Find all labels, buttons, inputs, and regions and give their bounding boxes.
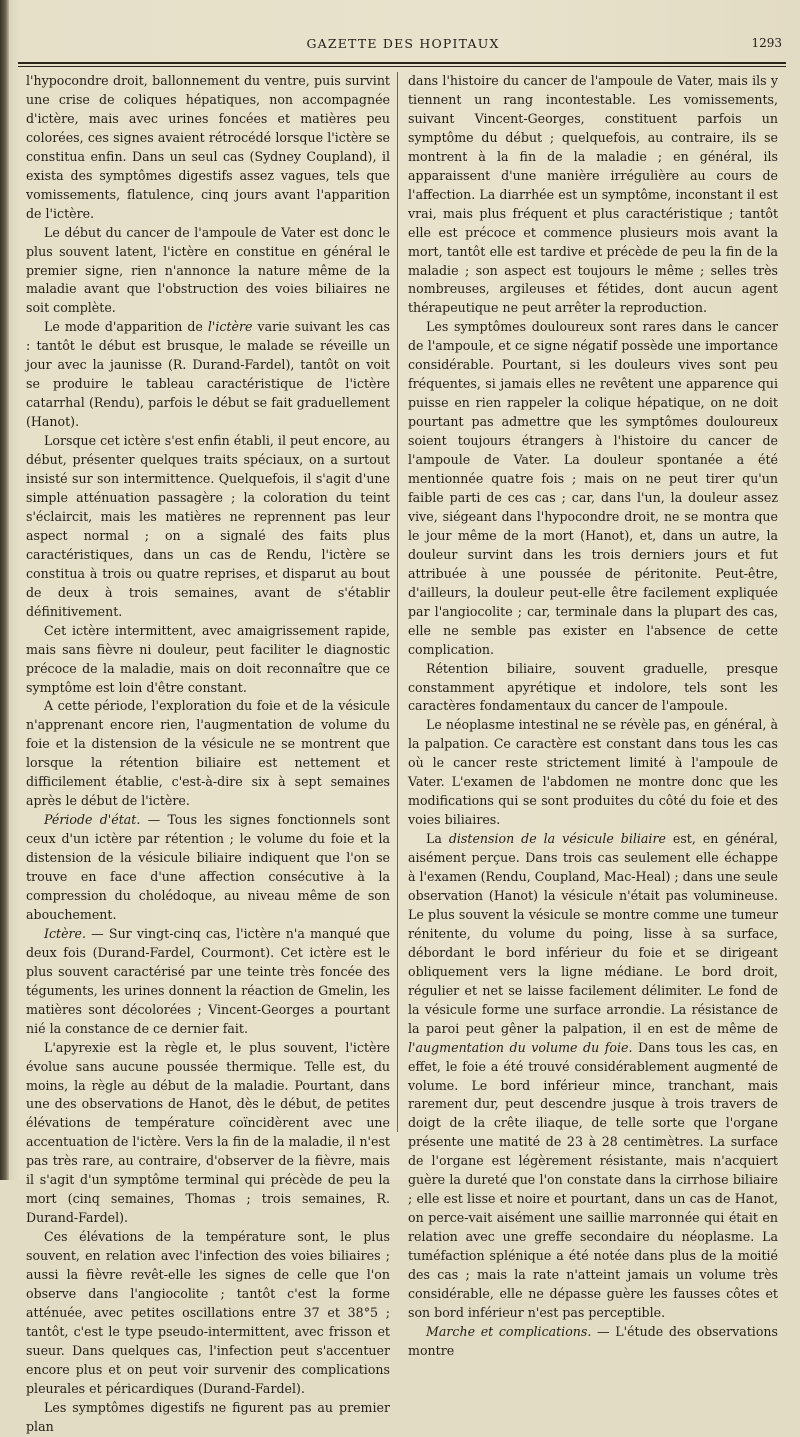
binding-edge <box>0 0 9 1180</box>
paragraph <box>408 830 778 1323</box>
paragraph <box>26 925 390 1039</box>
paragraph <box>26 811 390 925</box>
paragraph: Cet ictère intermittent, avec amaigrissement rapide, mais sans fièvre ni douleur, peut faciliter le diagnostic précoce de la maladie, mais on doit reconnaître que ce symptôme est loin d'être constant. <box>26 622 390 695</box>
paragraph: Rétention biliaire, souvent graduelle, presque constamment apyrétique et indolore, tels sont les caractères fondamentaux du cancer de l'ampoule. <box>408 660 778 714</box>
header-rule-thick <box>18 62 786 64</box>
paragraph: Le néoplasme intestinal ne se révèle pas, en général, à la palpation. Ce caractère est constant dans tous les cas où le cancer reste strictement limité à l'ampoule de Vater. L'examen de l'abdomen ne montre donc que les modifications qui se sont produites du côté du foie et des voies biliaires. <box>408 717 778 828</box>
journal-title: GAZETTE DES HOPITAUX <box>306 36 500 51</box>
text-run: est, en général, aisément perçue. Dans trois cas seulement elle échappe à l'examen (Rendu, Coupland, Mac-Heal) ; dans une seule observation (Hanot) la vésicule n'était pas volumineuse. Le plus souvent la vésicule se montre comme une tumeur rénitente, du volume du poing, lisse à sa surface, débordant le bord inférieur du foie et se dirigeant obliquement vers la ligne médiane. Le bord droit, régulier et net se laisse facilement délimiter. Le fond de la vésicule forme une surface arrondie. La résistance de la paroi peut gêner la palpation, il en est de même de <box>408 831 778 1036</box>
section-heading: Ictère. <box>44 925 87 941</box>
paragraph: Lorsque cet ictère s'est enfin établi, il peut encore, au début, présenter quelques traits spéciaux, on a surtout insisté sur son intermittence. Quelquefois, il s'agit d'une simple atténuation passagère ; la coloration du teint s'éclaircit, mais les matières ne reprennent pas leur aspect normal ; on a signalé des faits plus caractéristiques, dans un cas de Rendu, l'ictère se constitua à trois ou quatre reprises, et disparut au bout de deux à trois semaines, avant de s'établir définitivement. <box>26 433 390 619</box>
header-rule-thin <box>18 66 786 67</box>
paragraph: dans l'histoire du cancer de l'ampoule de Vater, mais ils y tiennent un rang incontestable. Les vomissements, suivant Vincent-Georges, constituent parfois un symptôme du début ; quelquefois, au contraire, ils se montrent à la fin de la maladie ; en général, ils apparaissent d'une manière irrégulière au cours de l'affection. La diarrhée est un symptôme, inconstant il est vrai, mais plus fréquent et plus caractéristique ; tantôt elle est précoce et commence plusieurs mois avant la mort, tantôt elle est tardive et précède de peu la fin de la maladie ; son aspect est toujours le même ; selles très nombreuses, argileuses et fétides, dont aucun agent thérapeutique ne peut arrêter la reproduction. <box>408 73 778 316</box>
running-header <box>18 36 788 56</box>
paragraph: Ces élévations de la température sont, le plus souvent, en relation avec l'infection des voies biliaires ; aussi la fièvre revêt-elle les signes de celle que l'on observe dans l'angiocolite ; tantôt c'est la forme atténuée, avec petites oscillations entre 37 et 38°5 ; tantôt, c'est le type pseudo-intermittent, avec frisson et sueur. Dans quelques cas, l'infection peut s'accentuer encore plus et on peut voir survenir des complications pleurales et péricardiques (Durand-Fardel). <box>26 1229 390 1396</box>
text-run: Le mode d'apparition de <box>44 319 208 335</box>
italic-term: l'ictère <box>207 319 253 335</box>
paragraph: Les symptômes digestifs ne figurent pas au premier plan <box>26 1399 390 1434</box>
text-run: La <box>426 831 449 847</box>
section-heading: Marche et complications. <box>426 1323 592 1339</box>
text-run: — Sur vingt-cinq cas, l'ictère n'a manqué que deux fois (Durand-Fardel, Courmont). Cet ictère est le plus souvent caractérisé par une teinte très foncée des téguments, les urines donnent la réaction de Gmelin, les matières sont décolorées ; Vincent-Georges a pourtant nié la constance de ce dernier fait. <box>26 925 390 1036</box>
column-divider <box>397 72 398 1132</box>
page-number: 1293 <box>751 36 782 50</box>
paragraph <box>26 318 390 432</box>
left-column <box>26 72 390 1437</box>
paragraph: A cette période, l'exploration du foie et de la vésicule n'apprenant encore rien, l'augmentation de volume du foie et la distension de la vésicule ne se montrent que lorsque la rétention biliaire est nettement et difficilement établie, c'est-à-dire six à sept semaines après le début de l'ictère. <box>26 698 390 809</box>
text-run: — L'étude des observations montre <box>408 1323 778 1358</box>
paragraph: l'hypocondre droit, ballonnement du ventre, puis survint une crise de coliques hépatiques, non accompagnée d'ictère, mais avec urines foncées et matières peu colorées, ces signes avaient rétrocédé lorsque l'ictère se constitua enfin. Dans un seul cas (Sydney Coupland), il exista des symptômes digestifs assez vagues, tels que vomissements, flatulence, cinq jours avant l'apparition de l'ictère. <box>26 73 390 221</box>
text-run: — Tous les signes fonctionnels sont ceux d'un ictère par rétention ; le volume du foie et la distension de la vésicule biliaire indiquent que l'on se trouve en face d'une affection consécutive à la compression du cholédoque, au niveau même de son abouchement. <box>26 812 390 922</box>
paragraph: Le début du cancer de l'ampoule de Vater est donc le plus souvent latent, l'ictère en constitue en général le premier signe, rien n'annonce la nature même de la maladie avant que l'obstruction des voies biliaires ne soit complète. <box>26 224 390 316</box>
section-heading: Période d'état. <box>44 812 141 828</box>
paragraph: L'apyrexie est la règle et, le plus souvent, l'ictère évolue sans aucune poussée thermique. Telle est, du moins, la règle au début de la maladie. Pourtant, dans une des observations de Hanot, dès le début, de petites élévations de température coïncidèrent avec une accentuation de l'ictère. Vers la fin de la maladie, il n'est pas très rare, au contraire, d'observer de la fièvre, mais il s'agit d'un symptôme terminal qui précède de peu la mort (cinq semaines, Thomas ; trois semaines, R. Durand-Fardel). <box>26 1039 390 1226</box>
italic-term: distension de la vésicule biliaire <box>448 831 666 847</box>
right-column <box>408 72 778 1361</box>
text-run: varie suivant les cas : tantôt le début est brusque, le malade se réveille un jour avec la jaunisse (R. Durand-Fardel), tantôt on voit se produire le tableau caractéristique de l'ictère catarrhal (Rendu), parfois le début se fait graduellement (Hanot). <box>26 319 390 430</box>
text-run: . Dans tous les cas, en effet, le foie a été trouvé considérablement augmenté de volume. Le bord inférieur mince, tranchant, mais rarement dur, peut descendre jusque à trois travers de doigt de la crête iliaque, de telle sorte que l'organe présente une matité de 23 à 28 centimètres. La surface de l'organe est légèrement résistante, mais n'acquiert guère la dureté que l'on constate dans la cirrhose biliaire ; elle est lisse et noire et pourtant, dans un cas de Hanot, on perce-vait aisément une saillie marronnée qui était en relation avec une greffe secondaire du néoplasme. La tuméfaction splénique a été notée dans plus de la moitié des cas ; mais la rate n'atteint jamais un volume très considérable, elle ne dépasse guère les fausses côtes et son bord inférieur n'est pas perceptible. <box>408 1039 779 1320</box>
paragraph: Les symptômes douloureux sont rares dans le cancer de l'ampoule, et ce signe négatif possède une importance considérable. Pourtant, si les douleurs vives sont peu fréquentes, si jamais elles ne revêtent une apparence qui puisse en rien rappeler la colique hépatique, on ne doit pourtant pas admettre que les symptômes douloureux soient toujours étrangers à l'histoire du cancer de l'ampoule de Vater. La douleur spontanée a été mentionnée quatre fois ; mais on ne peut tirer qu'un faible parti de ces cas ; car, dans l'un, la douleur assez vive, siégeant dans l'hypocondre droit, ne se montra que le jour même de la mort (Hanot), et, dans un autre, la douleur survint dans les trois derniers jours et fut attribuée à une poussée de péritonite. Peut-être, d'ailleurs, la douleur peut-elle être facilement expliquée par l'angiocolite ; car, terminale dans la plupart des cas, elle ne semble pas exister en l'absence de cette complication. <box>408 319 778 657</box>
paragraph <box>408 1323 778 1361</box>
italic-term: l'augmentation du volume du foie <box>408 1039 629 1055</box>
